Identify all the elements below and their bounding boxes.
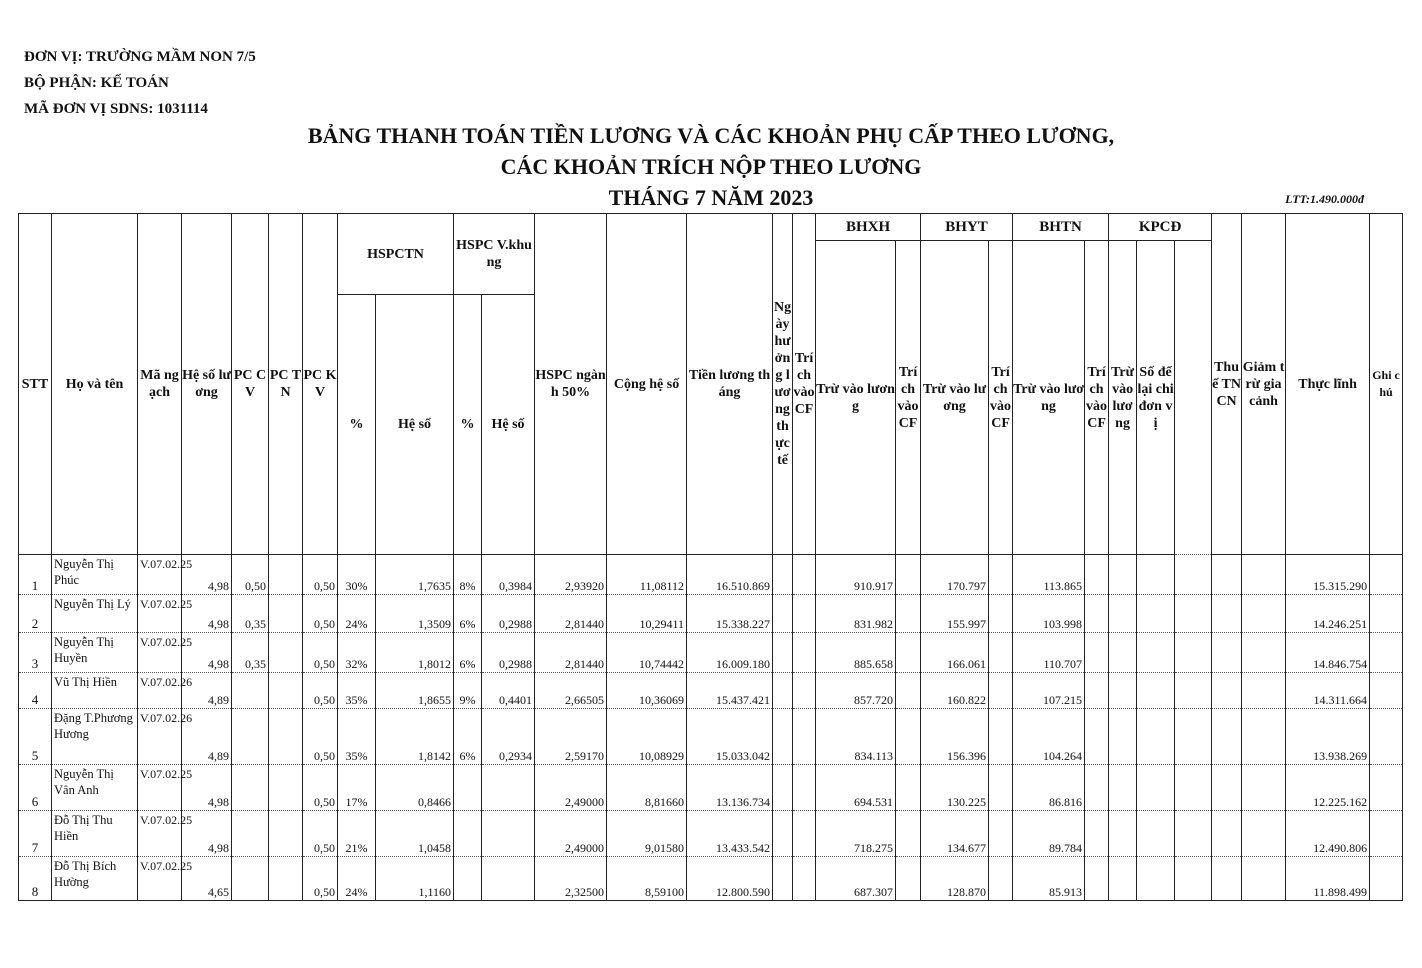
cell-pckv: 0,50	[303, 595, 338, 633]
cell-kpcd-trich	[1085, 633, 1109, 673]
cell-bhxh: 831.982	[816, 595, 896, 633]
cell-vkhung-he-so: 0,2988	[482, 633, 535, 673]
cell-hspctn-percent: 35%	[338, 673, 376, 709]
cell-tien-luong: 13.136.734	[687, 765, 773, 811]
hspctn-he-so: Hệ số	[376, 295, 454, 555]
cell-bhyt-trich	[896, 811, 921, 857]
cell-bhtn: 110.707	[1013, 633, 1085, 673]
cell-bhtn-trich	[989, 811, 1013, 857]
cell-bhtn: 107.215	[1013, 673, 1085, 709]
cell-tien-luong: 15.033.042	[687, 709, 773, 765]
cell-hspctn-he-so: 1,8012	[376, 633, 454, 673]
unit-code: MÃ ĐƠN VỊ SDNS: 1031114	[24, 101, 208, 117]
cell-giam-tru	[1212, 857, 1242, 901]
col-hspctn: HSPCTN	[338, 214, 454, 295]
table-row	[19, 811, 1403, 857]
cell-thuc-linh: 12.490.806	[1286, 811, 1370, 857]
table-row	[19, 633, 1403, 673]
cell-kpcd-trich	[1085, 811, 1109, 857]
cell-pctn	[269, 765, 303, 811]
cell-code: V.07.02.25	[138, 765, 182, 811]
cell-bhyt: 170.797	[921, 555, 989, 595]
cell-kpcd-tru	[1109, 811, 1137, 857]
cell-cong-he-so: 10,29411	[607, 595, 687, 633]
cell-hspctn-percent: 32%	[338, 633, 376, 673]
cell-bhyt: 130.225	[921, 765, 989, 811]
cell-kpcd-trich	[1085, 595, 1109, 633]
cell-pckv: 0,50	[303, 709, 338, 765]
cell-vkhung-he-so	[482, 857, 535, 901]
cell-bhtn-trich	[989, 765, 1013, 811]
cell-hspctn-percent: 17%	[338, 765, 376, 811]
cell-kpcd-de-lai	[1137, 811, 1175, 857]
title-line-1: BẢNG THANH TOÁN TIỀN LƯƠNG VÀ CÁC KHOẢN PHỤ CẤP THEO LƯƠNG,	[307, 123, 1115, 148]
cell-name: Nguyễn Thị Huyền	[52, 633, 138, 673]
cell-hspctn-percent: 24%	[338, 595, 376, 633]
cell-kpcd-tru	[1109, 595, 1137, 633]
cell-kpcd-trich	[1085, 765, 1109, 811]
cell-coefficient: 4,89	[182, 709, 232, 765]
cell-code: V.07.02.26	[138, 709, 182, 765]
col-thuc-linh: Thực lĩnh	[1286, 214, 1370, 555]
cell-pckv: 0,50	[303, 673, 338, 709]
cell-vkhung-he-so: 0,3984	[482, 555, 535, 595]
cell-name: Đỗ Thị Thu Hiền	[52, 811, 138, 857]
cell-pctn	[269, 811, 303, 857]
cell-bhtn: 113.865	[1013, 555, 1085, 595]
cell-bhxh: 718.275	[816, 811, 896, 857]
cell-name: Đặng T.Phương Hương	[52, 709, 138, 765]
title-line-2: CÁC KHOẢN TRÍCH NỘP THEO LƯƠNG	[500, 154, 922, 179]
cell-pccv: 0,50	[232, 555, 269, 595]
cell-bhtn: 104.264	[1013, 709, 1085, 765]
cell-stt: 4	[19, 673, 52, 709]
cell-kpcd-tru	[1109, 633, 1137, 673]
unit-name: ĐƠN VỊ: TRƯỜNG MẦM NON 7/5	[24, 49, 256, 65]
cell-ngay-huong	[773, 673, 793, 709]
cell-stt: 5	[19, 709, 52, 765]
cell-bhtn: 86.816	[1013, 765, 1085, 811]
cell-hspctn-he-so: 1,7635	[376, 555, 454, 595]
cell-bhtn-trich	[989, 555, 1013, 595]
cell-kpcd-trich	[1085, 555, 1109, 595]
cell-bhxh: 857.720	[816, 673, 896, 709]
cell-ngay-huong	[773, 595, 793, 633]
payroll-table	[18, 213, 1403, 901]
cell-tien-luong: 15.338.227	[687, 595, 773, 633]
col-hspc-vkhung: HSPC V.khung	[454, 214, 535, 295]
cell-cong-he-so: 10,74442	[607, 633, 687, 673]
cell-hspctn-he-so: 1,3509	[376, 595, 454, 633]
table-row	[19, 673, 1403, 709]
cell-code: V.07.02.25	[138, 811, 182, 857]
cell-trich-cf	[793, 633, 816, 673]
cell-kpcd-tru	[1109, 673, 1137, 709]
col-pckv: PC KV	[303, 214, 338, 555]
cell-trich-cf	[793, 857, 816, 901]
cell-code: V.07.02.25	[138, 555, 182, 595]
title-line-3: THÁNG 7 NĂM 2023	[608, 185, 814, 210]
cell-vkhung-he-so	[482, 811, 535, 857]
cell-bhyt: 166.061	[921, 633, 989, 673]
cell-bhyt-trich	[896, 709, 921, 765]
cell-ngay-huong	[773, 555, 793, 595]
cell-bhtn: 103.998	[1013, 595, 1085, 633]
cell-name: Vũ Thị Hiền	[52, 673, 138, 709]
cell-tien-luong: 16.510.869	[687, 555, 773, 595]
cell-kpcd-de-lai	[1137, 673, 1175, 709]
cell-bhtn: 85.913	[1013, 857, 1085, 901]
cell-hspctn-he-so: 1,0458	[376, 811, 454, 857]
cell-pctn	[269, 673, 303, 709]
cell-kpcd-tru	[1109, 555, 1137, 595]
col-pctn: PC TN	[269, 214, 303, 555]
cell-vkhung-he-so: 0,2934	[482, 709, 535, 765]
cell-pckv: 0,50	[303, 633, 338, 673]
cell-tien-luong: 12.800.590	[687, 857, 773, 901]
cell-pccv	[232, 709, 269, 765]
cell-stt: 2	[19, 595, 52, 633]
cell-hspctn-he-so: 1,8142	[376, 709, 454, 765]
cell-thue	[1175, 633, 1212, 673]
cell-vkhung-percent	[454, 765, 482, 811]
cell-thuc-linh: 15.315.290	[1286, 555, 1370, 595]
cell-ghi-chu	[1370, 811, 1403, 857]
cell-kpcd-de-lai	[1137, 765, 1175, 811]
cell-thue	[1175, 709, 1212, 765]
cell-name: Nguyễn Thị Phúc	[52, 555, 138, 595]
group-bhtn: BHTN	[1013, 214, 1109, 241]
cell-ghi-chu	[1370, 555, 1403, 595]
cell-bhxh: 910.917	[816, 555, 896, 595]
kpcd-so-de-lai: Số để lại chi đơn vị	[1137, 241, 1175, 555]
cell-cong-he-so: 10,36069	[607, 673, 687, 709]
cell-pckv: 0,50	[303, 555, 338, 595]
cell-ngay-huong	[773, 709, 793, 765]
cell-trich-cf	[793, 555, 816, 595]
cell-blank	[1242, 595, 1286, 633]
cell-vkhung-he-so: 0,4401	[482, 673, 535, 709]
col-giam-tru: Giảm trừ gia cảnh	[1242, 214, 1286, 555]
cell-vkhung-percent: 6%	[454, 709, 482, 765]
cell-bhyt: 155.997	[921, 595, 989, 633]
table-row	[19, 765, 1403, 811]
cell-vkhung-he-so: 0,2988	[482, 595, 535, 633]
bhyt-tru-vao-luong: Trừ vào lương	[921, 241, 989, 555]
cell-thuc-linh: 13.938.269	[1286, 709, 1370, 765]
kpcd-tru-vao-luong: Trừ vào lương	[1109, 241, 1137, 555]
col-trich-vao-cf: Trích vào CF	[793, 214, 816, 555]
cell-bhtn-trich	[989, 633, 1013, 673]
cell-thue	[1175, 765, 1212, 811]
cell-coefficient: 4,98	[182, 555, 232, 595]
cell-hspctn-percent: 21%	[338, 811, 376, 857]
cell-hspc-nganh: 2,49000	[535, 765, 607, 811]
cell-bhxh: 885.658	[816, 633, 896, 673]
cell-bhtn-trich	[989, 673, 1013, 709]
cell-blank	[1242, 555, 1286, 595]
cell-giam-tru	[1212, 555, 1242, 595]
bhyt-trich-vao-cf: Trích vào CF	[896, 241, 921, 555]
cell-hspc-nganh: 2,49000	[535, 811, 607, 857]
bhtn-tru-vao-luong: Trừ vào lương	[1013, 241, 1085, 555]
cell-pctn	[269, 595, 303, 633]
cell-pckv: 0,50	[303, 765, 338, 811]
cell-bhyt: 156.396	[921, 709, 989, 765]
department-name: BỘ PHẬN: KẾ TOÁN	[24, 75, 169, 91]
cell-kpcd-tru	[1109, 765, 1137, 811]
cell-kpcd-de-lai	[1137, 595, 1175, 633]
cell-blank	[1242, 857, 1286, 901]
cell-bhyt: 128.870	[921, 857, 989, 901]
cell-kpcd-trich	[1085, 673, 1109, 709]
cell-bhyt-trich	[896, 633, 921, 673]
cell-giam-tru	[1212, 673, 1242, 709]
col-pccv: PC CV	[232, 214, 269, 555]
cell-vkhung-percent	[454, 811, 482, 857]
cell-stt: 3	[19, 633, 52, 673]
col-tien-luong: Tiền lương tháng	[687, 214, 773, 555]
cell-coefficient: 4,98	[182, 595, 232, 633]
cell-pccv	[232, 673, 269, 709]
cell-kpcd-trich	[1085, 857, 1109, 901]
cell-ghi-chu	[1370, 765, 1403, 811]
cell-trich-cf	[793, 673, 816, 709]
cell-bhtn-trich	[989, 709, 1013, 765]
cell-bhyt-trich	[896, 857, 921, 901]
cell-blank	[1242, 811, 1286, 857]
cell-hspctn-he-so: 1,8655	[376, 673, 454, 709]
group-kpcd: KPCĐ	[1109, 214, 1212, 241]
cell-kpcd-tru	[1109, 857, 1137, 901]
cell-pccv	[232, 765, 269, 811]
table-row	[19, 709, 1403, 765]
col-ghi-chu: Ghi chú	[1370, 214, 1403, 555]
cell-bhxh: 687.307	[816, 857, 896, 901]
cell-coefficient: 4,89	[182, 673, 232, 709]
cell-stt: 1	[19, 555, 52, 595]
bhxh-tru-vao-luong: Trừ vào lương	[816, 241, 896, 555]
kpcd-trich-vao-cf: Trích vào CF	[1085, 241, 1109, 555]
cell-thue	[1175, 811, 1212, 857]
cell-code: V.07.02.25	[138, 857, 182, 901]
cell-pctn	[269, 709, 303, 765]
cell-coefficient: 4,65	[182, 857, 232, 901]
cell-hspc-nganh: 2,81440	[535, 595, 607, 633]
payroll-rows	[19, 555, 1403, 901]
cell-thuc-linh: 11.898.499	[1286, 857, 1370, 901]
cell-code: V.07.02.26	[138, 673, 182, 709]
group-bhxh: BHXH	[816, 214, 921, 241]
col-cong-he-so: Cộng hệ số	[607, 214, 687, 555]
cell-pckv: 0,50	[303, 857, 338, 901]
cell-kpcd-de-lai	[1137, 857, 1175, 901]
cell-blank	[1242, 709, 1286, 765]
cell-thuc-linh: 14.311.664	[1286, 673, 1370, 709]
cell-name: Nguyễn Thị Lý	[52, 595, 138, 633]
cell-hspctn-percent: 24%	[338, 857, 376, 901]
col-ngay-huong-luong: Ngày hưởng lương thực tế	[773, 214, 793, 555]
cell-giam-tru	[1212, 811, 1242, 857]
cell-hspc-nganh: 2,32500	[535, 857, 607, 901]
cell-stt: 6	[19, 765, 52, 811]
cell-ghi-chu	[1370, 633, 1403, 673]
col-code: Mã ngạch	[138, 214, 182, 555]
cell-bhyt-trich	[896, 595, 921, 633]
cell-ngay-huong	[773, 857, 793, 901]
cell-vkhung-percent: 9%	[454, 673, 482, 709]
cell-ghi-chu	[1370, 857, 1403, 901]
cell-ghi-chu	[1370, 595, 1403, 633]
cell-trich-cf	[793, 709, 816, 765]
cell-giam-tru	[1212, 765, 1242, 811]
cell-ngay-huong	[773, 811, 793, 857]
cell-kpcd-de-lai	[1137, 633, 1175, 673]
cell-cong-he-so: 8,59100	[607, 857, 687, 901]
cell-bhyt: 160.822	[921, 673, 989, 709]
cell-kpcd-trich	[1085, 709, 1109, 765]
cell-code: V.07.02.25	[138, 595, 182, 633]
cell-pccv	[232, 857, 269, 901]
cell-ghi-chu	[1370, 673, 1403, 709]
cell-coefficient: 4,98	[182, 765, 232, 811]
cell-thuc-linh: 12.225.162	[1286, 765, 1370, 811]
cell-pctn	[269, 633, 303, 673]
cell-bhyt-trich	[896, 765, 921, 811]
table-row	[19, 555, 1403, 595]
cell-hspctn-percent: 35%	[338, 709, 376, 765]
cell-bhyt-trich	[896, 555, 921, 595]
cell-code: V.07.02.25	[138, 633, 182, 673]
cell-pctn	[269, 555, 303, 595]
cell-cong-he-so: 11,08112	[607, 555, 687, 595]
cell-stt: 8	[19, 857, 52, 901]
cell-thuc-linh: 14.246.251	[1286, 595, 1370, 633]
cell-bhtn: 89.784	[1013, 811, 1085, 857]
cell-kpcd-de-lai	[1137, 709, 1175, 765]
org-info	[24, 44, 256, 122]
cell-cong-he-so: 8,81660	[607, 765, 687, 811]
cell-pctn	[269, 857, 303, 901]
cell-kpcd-tru	[1109, 709, 1137, 765]
cell-vkhung-percent: 6%	[454, 633, 482, 673]
cell-vkhung-percent	[454, 857, 482, 901]
cell-hspc-nganh: 2,59170	[535, 709, 607, 765]
cell-coefficient: 4,98	[182, 811, 232, 857]
bhtn-trich-vao-cf: Trích vào CF	[989, 241, 1013, 555]
cell-tien-luong: 16.009.180	[687, 633, 773, 673]
cell-hspctn-he-so: 0,8466	[376, 765, 454, 811]
cell-trich-cf	[793, 595, 816, 633]
col-coefficient: Hệ số lương	[182, 214, 232, 555]
cell-tien-luong: 15.437.421	[687, 673, 773, 709]
cell-vkhung-percent: 6%	[454, 595, 482, 633]
cell-stt: 7	[19, 811, 52, 857]
cell-hspc-nganh: 2,81440	[535, 633, 607, 673]
cell-thue	[1175, 595, 1212, 633]
cell-vkhung-he-so	[482, 765, 535, 811]
cell-thue	[1175, 555, 1212, 595]
col-stt: STT	[19, 214, 52, 555]
table-row	[19, 595, 1403, 633]
cell-trich-cf	[793, 811, 816, 857]
cell-thue	[1175, 857, 1212, 901]
cell-hspctn-he-so: 1,1160	[376, 857, 454, 901]
cell-giam-tru	[1212, 595, 1242, 633]
cell-thuc-linh: 14.846.754	[1286, 633, 1370, 673]
cell-name: Đỗ Thị Bích Hường	[52, 857, 138, 901]
cell-bhxh: 694.531	[816, 765, 896, 811]
base-salary-note: LTT:1.490.000đ	[1285, 192, 1364, 206]
cell-bhyt-trich	[896, 673, 921, 709]
cell-pckv: 0,50	[303, 811, 338, 857]
cell-coefficient: 4,98	[182, 633, 232, 673]
cell-pccv	[232, 811, 269, 857]
cell-trich-cf	[793, 765, 816, 811]
vkhung-he-so: Hệ số	[482, 295, 535, 555]
cell-bhtn-trich	[989, 595, 1013, 633]
cell-giam-tru	[1212, 709, 1242, 765]
cell-blank	[1242, 673, 1286, 709]
cell-thue	[1175, 673, 1212, 709]
cell-bhyt: 134.677	[921, 811, 989, 857]
cell-blank	[1242, 765, 1286, 811]
cell-ngay-huong	[773, 633, 793, 673]
cell-tien-luong: 13.433.542	[687, 811, 773, 857]
cell-hspc-nganh: 2,66505	[535, 673, 607, 709]
cell-cong-he-so: 10,08929	[607, 709, 687, 765]
cell-bhtn-trich	[989, 857, 1013, 901]
vkhung-percent: %	[454, 295, 482, 555]
cell-cong-he-so: 9,01580	[607, 811, 687, 857]
cell-giam-tru	[1212, 633, 1242, 673]
col-thue-tncn: Thuế TNCN	[1212, 214, 1242, 555]
cell-hspc-nganh: 2,93920	[535, 555, 607, 595]
cell-pccv: 0,35	[232, 633, 269, 673]
cell-kpcd-de-lai	[1137, 555, 1175, 595]
group-bhyt: BHYT	[921, 214, 1013, 241]
table-row	[19, 857, 1403, 901]
hspctn-percent: %	[338, 295, 376, 555]
cell-blank	[1242, 633, 1286, 673]
cell-ngay-huong	[773, 765, 793, 811]
cell-name: Nguyễn Thị Vân Anh	[52, 765, 138, 811]
col-name: Họ và tên	[52, 214, 138, 555]
col-hspc-nganh: HSPC ngành 50%	[535, 214, 607, 555]
cell-vkhung-percent: 8%	[454, 555, 482, 595]
cell-bhxh: 834.113	[816, 709, 896, 765]
cell-hspctn-percent: 30%	[338, 555, 376, 595]
document-title	[0, 120, 1422, 213]
cell-pccv: 0,35	[232, 595, 269, 633]
cell-ghi-chu	[1370, 709, 1403, 765]
